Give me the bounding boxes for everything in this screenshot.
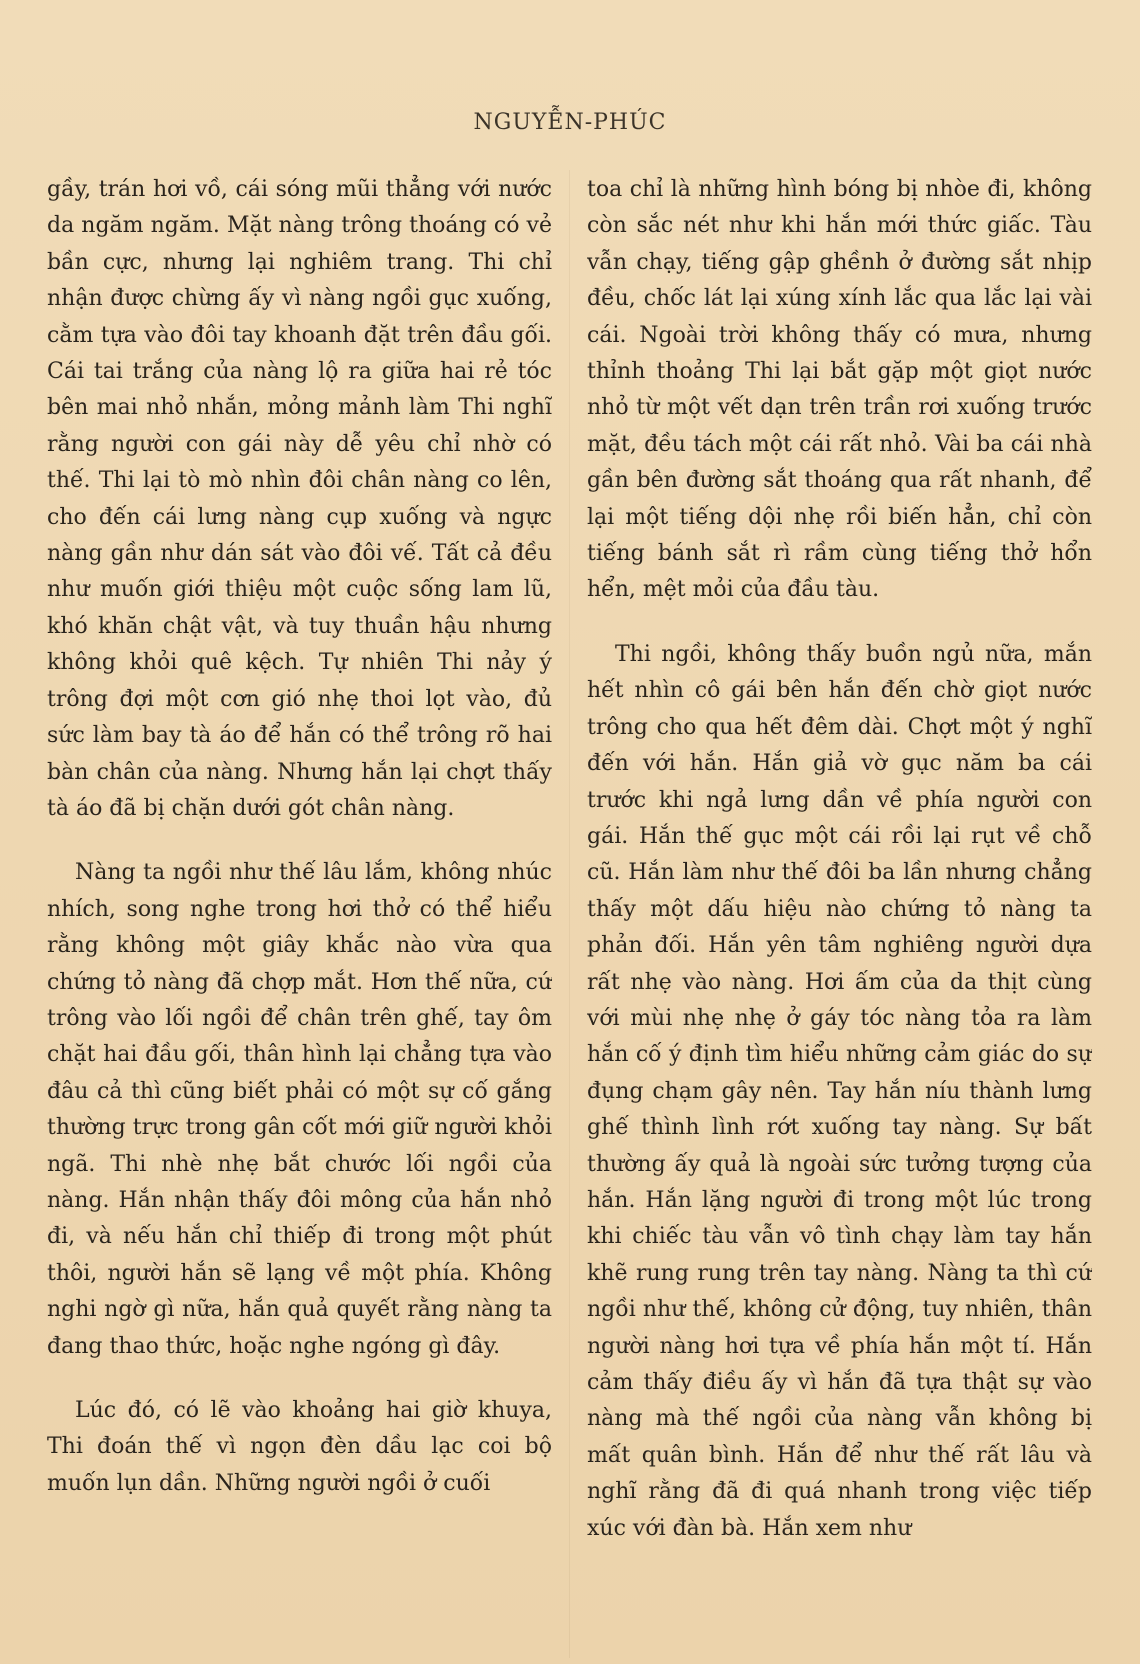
running-head: NGUYỄN-PHÚC [473, 110, 667, 135]
paragraph: Nàng ta ngồi như thế lâu lắm, không nhúc nhích, song nghe trong hơi thở có thể hiểu rằng không một giây khắc nào vừa qua chứng tỏ nàng đã chợp mắt. Hơn thế nữa, cứ trông vào lối ngồi để chân trên ghế, tay ôm chặt hai đầu gối, thân hình lại chẳng tựa vào đâu cả thì cũng biết phải có một sự cố gắng thường trực trong gân cốt mới giữ người khỏi ngã. Thi nhè nhẹ bắt chước lối ngồi của nàng. Hắn nhận thấy đôi mông của hắn nhỏ đi, và nếu hắn chỉ thiếp đi trong một phút thôi, người hắn sẽ lạng về một phía. Không nghi ngờ gì nữa, hắn quả quyết rằng nàng ta đang thao thức, hoặc nghe ngóng gì đây. [47, 860, 552, 1359]
paragraph: Lúc đó, có lẽ vào khoảng hai giờ khuya, Thi đoán thế vì ngọn đèn dầu lạc coi bộ muốn lụn dần. Những người ngồi ở cuối [47, 1398, 552, 1496]
paragraph: toa chỉ là những hình bóng bị nhòe đi, không còn sắc nét như khi hắn mới thức giấc. Tàu vẫn chạy, tiếng gập ghềnh ở đường sắt nhịp đều, chốc lát lại xúng xính lắc qua lắc lại vài cái. Ngoài trời không thấy có mưa, nhưng thỉnh thoảng Thi lại bắt gặp một giọt nước nhỏ từ một vết dạn trên trần rơi xuống trước mặt, đều tách một cái rất nhỏ. Vài ba cái nhà gần bên đường sắt thoáng qua rất nhanh, để lại một tiếng dội nhẹ rồi biến hẳn, chỉ còn tiếng bánh sắt rì rầm cùng tiếng thở hổn hển, mệt mỏi của đầu tàu. [587, 177, 1092, 603]
paragraph: gầy, trán hơi vồ, cái sóng mũi thẳng với nước da ngăm ngăm. Mặt nàng trông thoáng có vẻ bần cực, nhưng lại nghiêm trang. Thi chỉ nhận được chừng ấy vì nàng ngồi gục xuống, cằm tựa vào đôi tay khoanh đặt trên đầu gối. Cái tai trắng của nàng lộ ra giữa hai rẻ tóc bên mai nhỏ nhắn, mỏng mảnh làm Thi nghĩ rằng người con gái này dễ yêu chỉ nhờ có thế. Thi lại tò mò nhìn đôi chân nàng co lên, cho đến cái lưng nàng cụp xuống và ngực nàng gần như dán sát vào đôi vế. Tất cả đều như muốn giới thiệu một cuộc sống lam lũ, khó khăn chật vật, và tuy thuần hậu nhưng không khỏi quê kệch. Tự nhiên Thi nảy ý trông đợi một cơn gió nhẹ thoi lọt vào, đủ sức làm bay tà áo để hắn có thể trông rõ hai bàn chân của nàng. Nhưng hắn lại chợt thấy tà áo đã bị chặn dưới gót chân nàng. [47, 177, 552, 821]
column-gutter [569, 170, 570, 1658]
right-column [587, 172, 1092, 1657]
paragraph: Thi ngồi, không thấy buồn ngủ nữa, mắn hết nhìn cô gái bên hắn đến chờ giọt nước trông cho qua hết đêm dài. Chợt một ý nghĩ đến với hắn. Hắn giả vờ gục năm ba cái trước khi ngả lưng dần về phía người con gái. Hắn thế gục một cái rồi lại rụt về chỗ cũ. Hắn làm như thế đôi ba lần nhưng chẳng thấy một dấu hiệu nào chứng tỏ nàng ta phản đối. Hắn yên tâm nghiêng người dựa rất nhẹ vào nàng. Hơi ấm của da thịt cùng với mùi nhẹ nhẹ ở gáy tóc nàng tỏa ra làm hắn cố ý định tìm hiểu những cảm giác do sự đụng chạm gây nên. Tay hắn níu thành lưng ghế thình lình rớt xuống tay nàng. Sự bất thường ấy quả là ngoài sức tưởng tượng của hắn. Hắn lặng người đi trong một lúc trong khi chiếc tàu vẫn vô tình chạy làm tay hắn khẽ rung rung trên tay nàng. Nàng ta thì cứ ngồi như thế, không cử động, tuy nhiên, thân người nàng hơi tựa về phía hắn một tí. Hắn cảm thấy điều ấy vì hắn đã tựa thật sự vào nàng mà thế ngồi của nàng vẫn không bị mất quân bình. Hắn để như thế rất lâu và nghĩ rằng đã đi quá nhanh trong việc tiếp xúc với đàn bà. Hắn xem như [587, 641, 1092, 1541]
left-column [47, 172, 552, 1657]
